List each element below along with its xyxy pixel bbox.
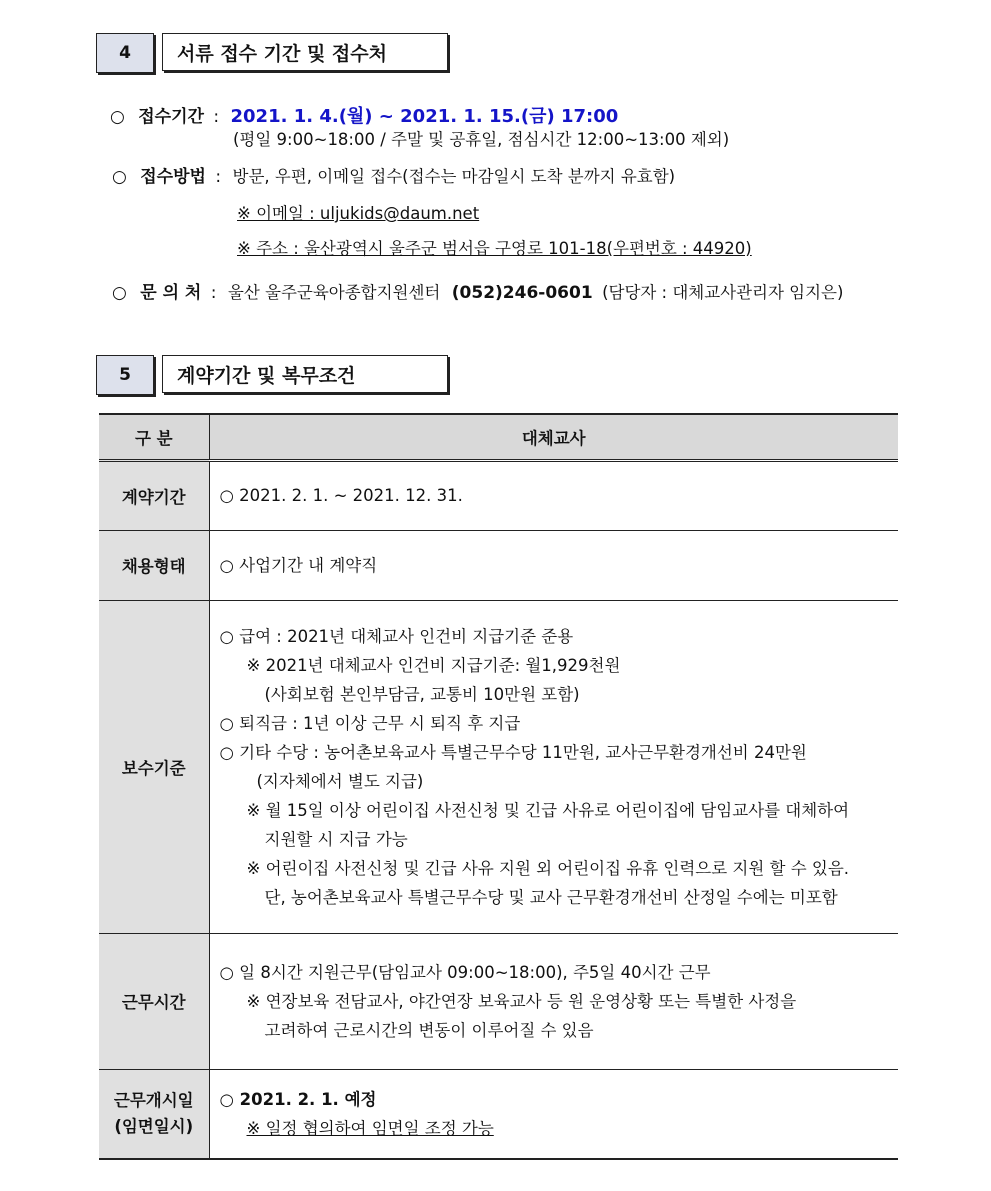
pay-line: ○ 급여 : 2021년 대체교사 인건비 지급기준 준용 (219, 626, 574, 646)
pay-line: ※ 2021년 대체교사 인건비 지급기준: 월1,929천원 (246, 655, 621, 675)
pay-line: 지원할 시 지급 가능 (264, 829, 408, 849)
table-row (99, 600, 898, 933)
table-row (99, 530, 898, 600)
period-value: 2021. 1. 4.(월) ~ 2021. 1. 15.(금) 17:00 (230, 106, 619, 127)
method-label: 접수방법 (140, 167, 206, 187)
section-4-number: 4 (96, 33, 154, 73)
header-category: 구 분 (99, 414, 209, 460)
hours-line: 고려하여 근로시간의 변동이 이루어질 수 있음 (264, 1020, 594, 1040)
hours-line: ※ 연장보육 전담교사, 야간연장 보육교사 등 원 운영상황 또는 특별한 사정을 (246, 991, 797, 1011)
contact-label: 문 의 처 (140, 283, 202, 303)
bullet: ○ (110, 107, 125, 127)
row-label-employment: 채용형태 (99, 530, 209, 600)
row-label-start (99, 1069, 209, 1159)
pay-line: ※ 어린이집 사전신청 및 긴급 사유 지원 외 어린이집 유휴 인력으로 지원 할 수 있음. (246, 858, 850, 878)
method-value: 방문, 우편, 이메일 접수(접수는 마감일시 도착 분까지 유효함) (232, 167, 676, 186)
row-label-contract: 계약기간 (99, 460, 209, 530)
table-header-row (99, 414, 898, 460)
start-date: ○ 2021. 2. 1. 예정 (219, 1089, 377, 1109)
table-row (99, 460, 898, 530)
table-row (99, 933, 898, 1069)
hours-line: ○ 일 8시간 지원근무(담임교사 09:00~18:00), 주5일 40시간 근무 (219, 962, 711, 982)
bullet: ○ (112, 283, 127, 303)
row-label-pay: 보수기준 (99, 600, 209, 933)
email-line: ※ 이메일 : uljukids@daum.net (237, 204, 480, 223)
pay-line: (사회보험 본인부담금, 교통비 10만원 포함) (264, 684, 580, 704)
start-label-2: (임면일시) (114, 1116, 194, 1136)
contact-line (112, 278, 843, 303)
pay-cell (209, 600, 898, 933)
conditions-table (99, 413, 898, 1160)
table-row (99, 1069, 898, 1159)
pay-line: (지자체에서 별도 지급) (256, 771, 424, 791)
separator: : (213, 107, 220, 127)
row-label-hours: 근무시간 (99, 933, 209, 1069)
start-cell (209, 1069, 898, 1159)
start-note: ※ 일정 협의하여 임면일 조정 가능 (246, 1118, 494, 1138)
hours-cell (209, 933, 898, 1069)
pay-line: 단, 농어촌보육교사 특별근무수당 및 교사 근무환경개선비 산정일 수에는 미포함 (264, 887, 838, 907)
pay-line: ○ 퇴직금 : 1년 이상 근무 시 퇴직 후 지급 (219, 713, 521, 733)
contact-person: (담당자 : 대체교사관리자 임지은) (602, 283, 844, 302)
contract-period: ○ 2021. 2. 1. ~ 2021. 12. 31. (209, 460, 898, 530)
period-note: (평일 9:00~18:00 / 주말 및 공휴일, 점심시간 12:00~13:00 제외) (233, 130, 730, 149)
pay-line: ○ 기타 수당 : 농어촌보육교사 특별근무수당 11만원, 교사근무환경개선비 24만원 (219, 742, 807, 762)
header-substitute-teacher: 대체교사 (209, 414, 898, 460)
section-5-number: 5 (96, 355, 154, 395)
period-label: 접수기간 (138, 107, 204, 127)
address-line: ※ 주소 : 울산광역시 울주군 범서읍 구영로 101-18(우편번호 : 44920) (237, 239, 752, 258)
employment-type: ○ 사업기간 내 계약직 (209, 530, 898, 600)
bullet: ○ (112, 167, 127, 187)
start-label-1: 근무개시일 (113, 1090, 194, 1110)
contact-phone: (052)246-0601 (451, 283, 593, 303)
period-line (110, 102, 618, 128)
pay-line: ※ 월 15일 이상 어린이집 사전신청 및 긴급 사유로 어린이집에 담임교사를 대체하여 (246, 800, 850, 820)
contact-org: 울산 울주군육아종합지원센터 (227, 283, 441, 302)
section-4-title: 서류 접수 기간 및 접수처 (162, 33, 448, 71)
method-line (112, 162, 675, 187)
separator: : (215, 167, 222, 187)
separator: : (210, 283, 217, 303)
section-5-title: 계약기간 및 복무조건 (162, 355, 448, 393)
